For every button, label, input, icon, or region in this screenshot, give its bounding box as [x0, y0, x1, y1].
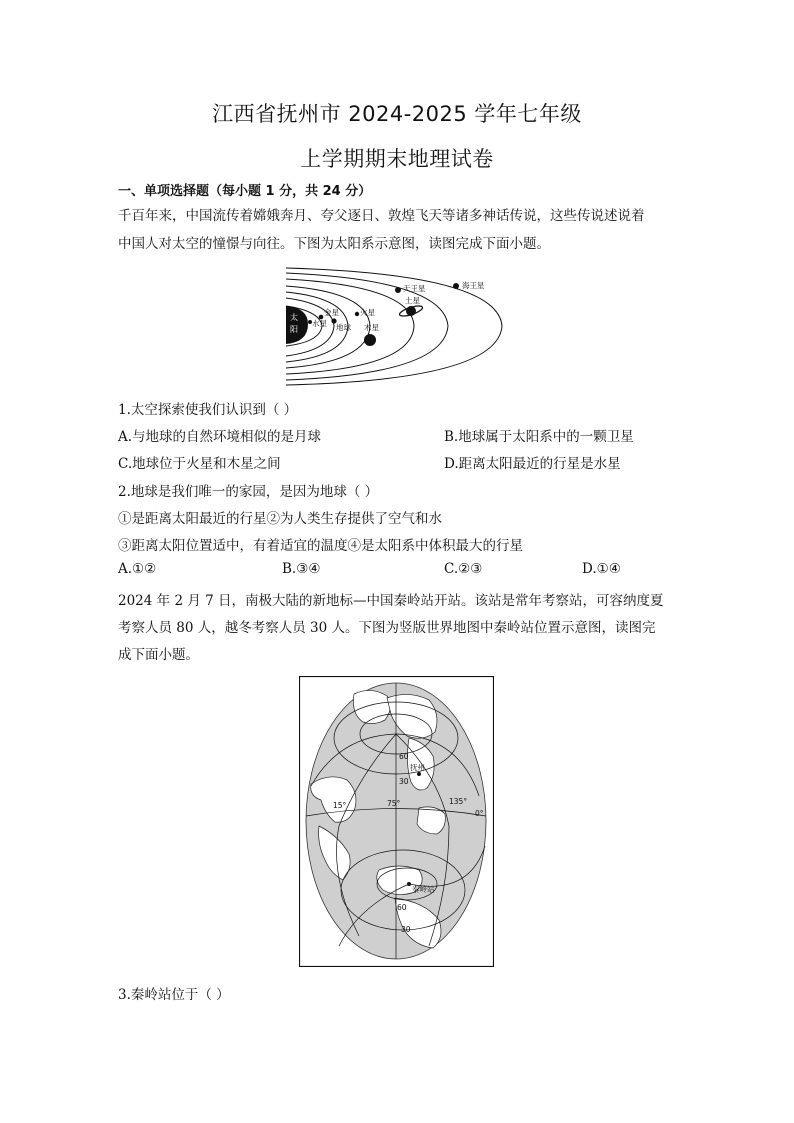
intro1-line2: 中国人对太空的憧憬与向往。下图为太阳系示意图，读图完成下面小题。: [118, 236, 550, 252]
lat-30s-label: 30: [401, 925, 411, 934]
lat-60s-label: 60: [397, 903, 407, 912]
intro1-line1: 千百年来，中国流传着嫦娥奔月、夸父逐日、敦煌飞天等诸多神话传说，这些传说述说着: [118, 208, 645, 224]
sun-label-1: 太: [290, 313, 298, 322]
exam-title-line1: 江西省抚州市 2024-2025 学年七年级: [212, 102, 582, 126]
intro2-line3: 成下面小题。: [118, 647, 199, 663]
q2-option-d: D.①④: [582, 561, 621, 577]
earth-label: 地球: [336, 323, 351, 332]
mercury-label: 水星: [312, 319, 327, 328]
intro2-line1: 2024 年 2 月 7 日，南极大陆的新地标—中国秦岭站开站。该站是常年考察站，可容纳度夏: [118, 593, 664, 609]
q1-option-c: C.地球位于火星和木星之间: [118, 456, 281, 472]
q1-option-a: A.与地球的自然环境相似的是月球: [118, 429, 322, 445]
mars-dot: [355, 312, 359, 316]
exam-title-line2: 上学期期末地理试卷: [300, 147, 494, 171]
north-america-greenland: [353, 690, 390, 723]
q2-option-a: A.①②: [118, 561, 157, 577]
q1-stem: 1.太空探索使我们认识到（ ）: [118, 402, 298, 418]
sun-label-2: 阳: [290, 325, 298, 334]
q2-statement-1: ①是距离太阳最近的行星②为人类生存提供了空气和水: [118, 511, 442, 527]
lat-30n-label: 30: [399, 777, 409, 786]
lon-135-label: 135°: [449, 797, 468, 806]
venus-label: 金星: [324, 308, 339, 317]
q2-option-b: B.③④: [282, 561, 321, 577]
fuzhou-point: [417, 772, 421, 776]
q1-option-d: D.距离太阳最近的行星是水星: [444, 456, 621, 472]
jupiter-label: 木星: [364, 323, 379, 332]
jupiter-dot: [364, 334, 376, 346]
lon-15-label: 15°: [333, 801, 347, 810]
intro2-line2: 考察人员 80 人，越冬考察人员 30 人。下图为竖版世界地图中秦岭站位置示意图，读图完: [118, 620, 656, 636]
fuzhou-label: 抚州: [410, 763, 425, 772]
qinling-point: [407, 882, 411, 886]
q2-stem: 2.地球是我们唯一的家园，是因为地球（ ）: [118, 484, 379, 500]
q2-statement-2: ③距离太阳位置适中，有着适宜的温度④是太阳系中体积最大的行星: [118, 538, 523, 554]
lon-75-label: 75°: [387, 799, 401, 808]
vertical-world-map: [299, 676, 494, 967]
lat-60n-label: 60: [399, 752, 409, 761]
qinling-label: 秦岭站: [412, 885, 435, 894]
saturn-label: 土星: [405, 296, 420, 305]
q1-option-b: B.地球属于太阳系中的一颗卫星: [444, 429, 634, 445]
neptune-label: 海王星: [462, 281, 485, 290]
section-heading: 一、单项选择题（每小题 1 分，共 24 分）: [118, 184, 372, 199]
neptune-dot: [453, 283, 459, 289]
mars-label: 火星: [360, 308, 375, 317]
q3-stem: 3.秦岭站位于（ ）: [118, 987, 230, 1003]
equator-0-label: 0°: [475, 809, 484, 818]
uranus-dot: [395, 287, 401, 293]
uranus-label: 天王星: [403, 284, 426, 293]
q2-option-c: C.②③: [444, 561, 483, 577]
solar-system-figure: [284, 266, 506, 386]
